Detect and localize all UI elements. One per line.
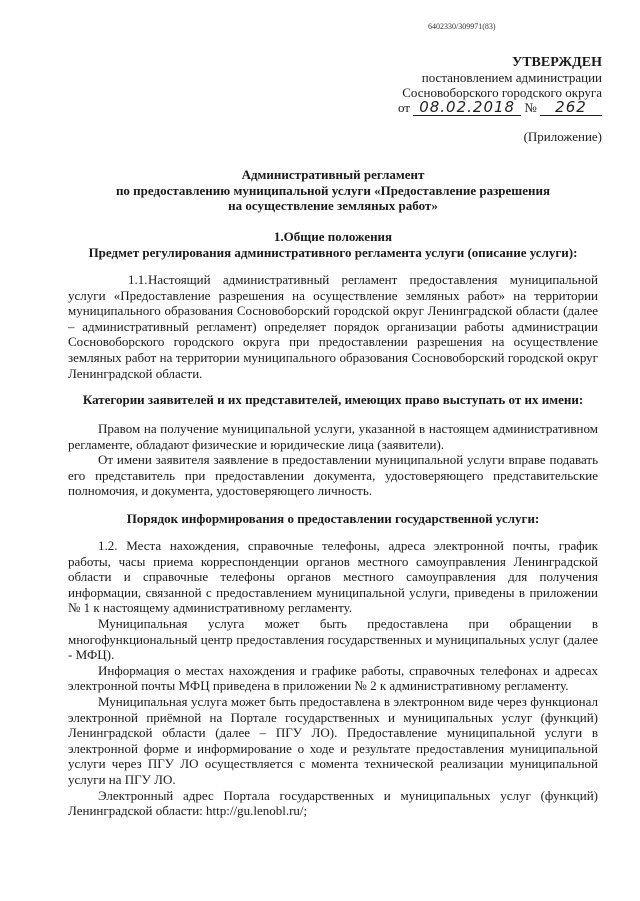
info-paragraph-1: 1.2. Места нахождения, справочные телефоны, адреса электронной почты, график работы, часы приема корреспонденции органов местного самоуправления Ленинградской области и справочные телефоны органов местного самоуправления для получения информации, связанной с предоставлением муниципальной услуги, приведены в приложении № 1 к настоящему административному регламенту. — [68, 538, 598, 616]
document-registration-number: 6402330/309971(83) — [428, 22, 496, 31]
handwritten-date: 08.02.2018 — [413, 100, 521, 116]
approved-label: УТВЕРЖДЕН — [511, 55, 602, 70]
approval-date-line — [398, 100, 602, 116]
info-section — [68, 538, 598, 819]
approved-by-line1: постановлением администрации — [421, 70, 602, 85]
applicants-paragraph-2: От имени заявителя заявление в предоставлении муниципальной услуги вправе подавать его представитель при предоставлении документа, удостоверяющего представительские полномочия, и документа, удостоверяющего личность. — [68, 452, 598, 499]
info-paragraph-5: Электронный адрес Портала государственных и муниципальных услуг (функций) Ленинградской области: http://gu.lenobl.ru/; — [68, 787, 598, 819]
section1-paragraph — [68, 272, 598, 381]
info-heading: Порядок информирования о предоставлении государственной услуги: — [126, 511, 540, 526]
applicants-section — [68, 421, 598, 499]
date-prefix: от — [397, 100, 410, 115]
applicants-heading: Категории заявителей и их представителей, имеющих право выступать от их имени: — [82, 392, 584, 407]
title-line3: на осуществление земляных работ» — [228, 198, 438, 214]
item-text: Настоящий административный регламент предоставления муниципальной услуги «Предоставление разрешения на осуществление земляных работ» на территории муниципального образования Сосновоборский городской округ Ленинградской области (далее – административный регламент) определяет порядок организации работы администрации Сосновоборского городского округа при предоставлении разрешения на осуществление земляных работ на территории муниципального образования Сосновоборский городской округ Ленинградской области. — [68, 272, 598, 381]
section1-headings — [68, 229, 598, 260]
number-prefix: № — [524, 100, 537, 115]
info-paragraph-4: Муниципальная услуга может быть предоставлена в электронном виде через функционал электронной приёмной на Портале государственных и муниципальных услуг (функций) Ленинградской области (далее – ПГУ ЛО). Предоставление муниципальной услуги в электронной форме и информирование о ходе и результате предоставления муниципальной услуги через ПГУ ЛО осуществляется с момента технической реализации муниципальной услуги на ПГУ ЛО. — [68, 693, 598, 787]
approved-by-line2: Сосновоборского городского округа — [402, 85, 602, 100]
appendix-label: (Приложение) — [523, 129, 602, 144]
info-paragraph-3: Информация о местах нахождения и графике работы, справочных телефонах и адресах электронной почты МФЦ приведена в приложении № 2 к административному регламенту. — [68, 662, 598, 694]
title-line2: по предоставлению муниципальной услуги «Предоставление разрешения — [115, 182, 551, 198]
item-number: 1.1. — [128, 272, 148, 287]
section1-heading: 1.Общие положения — [273, 229, 393, 244]
document-title — [68, 167, 598, 214]
approval-stamp — [398, 55, 602, 116]
applicants-paragraph-1: Правом на получение муниципальной услуги, указанной в настоящем административном регламенте, обладают физические и юридические лица (заявители). — [68, 421, 598, 452]
info-paragraph-2: Муниципальная услуга может быть предоставлена при обращении в многофункциональный центр предоставления государственных и муниципальных услуг (далее - МФЦ). — [68, 615, 598, 663]
handwritten-number: 262 — [540, 100, 602, 116]
title-line1: Административный регламент — [241, 167, 425, 182]
section1-subheading: Предмет регулирования административного регламента услуги (описание услуги): — [88, 244, 578, 260]
